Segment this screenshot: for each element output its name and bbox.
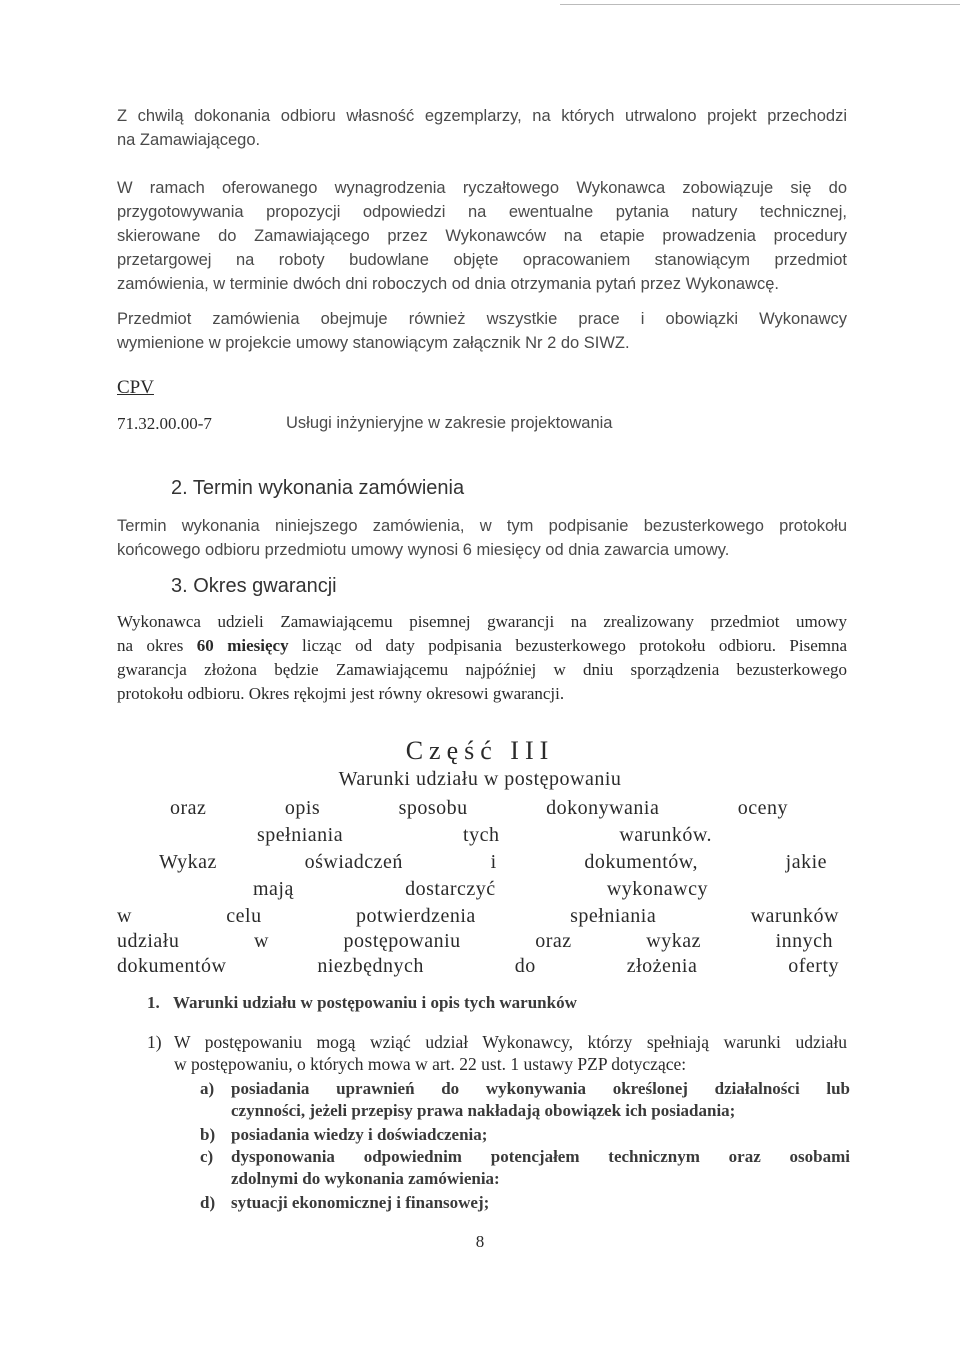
remuneration-line-1: W ramach oferowanego wynagrodzenia ryczałtowego Wykonawca zobowiązuje się do bbox=[117, 179, 847, 197]
scope-paragraph bbox=[117, 307, 847, 355]
part-line-8: dokumentów niezbędnych do złożenia oferty bbox=[117, 955, 839, 977]
conditions-heading-text: Warunki udziału w postępowaniu i opis tych warunków bbox=[173, 993, 577, 1012]
warranty-line-1: Wykonawca udzieli Zamawiającemu pisemnej gwarancji na zrealizowany przedmiot umowy bbox=[117, 612, 847, 631]
term-line-2: końcowego odbioru przedmiotu umowy wynosi 6 miesięcy od dnia zawarcia umowy. bbox=[117, 541, 730, 559]
warranty-paragraph bbox=[117, 610, 847, 706]
sub-item-c-line-2: zdolnymi do wykonania zamówienia: bbox=[231, 1169, 500, 1188]
list-item-1-line-1: W postępowaniu mogą wziąć udział Wykonawcy, którzy spełniają warunki udziału bbox=[174, 1032, 847, 1052]
part-line-1: Warunki udziału w postępowaniu bbox=[338, 768, 622, 790]
conditions-heading bbox=[147, 993, 577, 1013]
intro-line-1: Z chwilą dokonania odbioru własność egzemplarzy, na których utrwalono projekt przechodzi bbox=[117, 107, 847, 125]
sub-item-c-text bbox=[231, 1146, 850, 1190]
warranty-heading: 3. Okres gwarancji bbox=[171, 575, 337, 597]
cpv-heading: CPV bbox=[117, 377, 154, 398]
sub-item-a-label: a) bbox=[200, 1079, 215, 1098]
remuneration-line-2: przygotowywania propozycji odpowiedzi na ewentualne pytania natury technicznej, bbox=[117, 203, 847, 221]
part-line-4: Wykaz oświadczeń i dokumentów, jakie bbox=[159, 851, 827, 873]
list-item-1-number: 1) bbox=[147, 1032, 162, 1052]
sub-item-c-label: c) bbox=[200, 1147, 214, 1166]
sub-item-a-line-1: posiadania uprawnień do wykonywania określonej działalności lub bbox=[231, 1079, 850, 1098]
remuneration-line-4: przetargowej na roboty budowlane objęte opracowaniem stanowiącym przedmiot bbox=[117, 251, 847, 269]
term-line-1: Termin wykonania niniejszego zamówienia, w tym podpisanie bezusterkowego protokołu bbox=[117, 517, 847, 535]
sub-item-a-line-2: czynności, jeżeli przepisy prawa nakładają obowiązek ich posiadania; bbox=[231, 1101, 736, 1120]
sub-item-b-label: b) bbox=[200, 1125, 216, 1144]
scope-line-2: wymienione w projekcie umowy stanowiącym załącznik Nr 2 do SIWZ. bbox=[117, 334, 630, 352]
scope-line-1: Przedmiot zamówienia obejmuje również wszystkie prace i obowiązki Wykonawcy bbox=[117, 310, 847, 328]
part-line-7: udziału w postępowaniu oraz wykaz innych bbox=[117, 930, 833, 952]
list-item-1-text bbox=[174, 1031, 847, 1075]
intro-paragraph bbox=[117, 104, 847, 152]
warranty-line-4: protokołu odbioru. Okres rękojmi jest równy okresowi gwarancji. bbox=[117, 684, 565, 703]
sub-item-c-line-1: dysponowania odpowiednim potencjałem technicznym oraz osobami bbox=[231, 1147, 850, 1166]
cpv-code: 71.32.00.00-7 bbox=[117, 414, 212, 433]
warranty-months: 60 miesięcy bbox=[196, 636, 289, 655]
list-item-1-line-2: w postępowaniu, o których mowa w art. 22 ust. 1 ustawy PZP dotyczące: bbox=[174, 1054, 687, 1074]
term-paragraph bbox=[117, 514, 847, 562]
warranty-line-2-post: licząc od daty podpisania bezusterkowego protokołu odbioru. Pisemna bbox=[288, 636, 848, 655]
warranty-line-2 bbox=[117, 634, 847, 658]
conditions-heading-number: 1. bbox=[147, 993, 160, 1012]
warranty-line-3: gwarancja złożona będzie Zamawiającemu najpóźniej w dniu sporządzenia bezusterkowego bbox=[117, 660, 847, 679]
sub-item-a-text bbox=[231, 1078, 850, 1122]
sub-item-b-line-1: posiadania wiedzy i doświadczenia; bbox=[231, 1125, 488, 1144]
warranty-line-2-pre: na okres bbox=[117, 636, 197, 655]
sub-item-d-line-1: sytuacji ekonomicznej i finansowej; bbox=[231, 1193, 490, 1212]
term-heading: 2. Termin wykonania zamówienia bbox=[171, 477, 465, 499]
sub-item-b-text bbox=[231, 1124, 850, 1146]
remuneration-line-3: skierowane do Zamawiającego przez Wykonawców na etapie prowadzenia procedury bbox=[117, 227, 847, 245]
part-line-3: spełniania tych warunków. bbox=[257, 824, 712, 846]
part-line-2: oraz opis sposobu dokonywania oceny bbox=[170, 797, 788, 819]
remuneration-paragraph bbox=[117, 176, 847, 296]
remuneration-line-5: zamówienia, w terminie dwóch dni roboczych od dnia otrzymania pytań przez Wykonawcę. bbox=[117, 275, 779, 293]
part-title: Część III bbox=[405, 736, 555, 765]
intro-line-2: na Zamawiającego. bbox=[117, 131, 261, 149]
sub-item-d-text bbox=[231, 1192, 850, 1214]
page-number: 8 bbox=[475, 1232, 485, 1251]
scan-edge-line bbox=[560, 4, 960, 5]
part-line-5: mają dostarczyć wykonawcy bbox=[253, 878, 708, 900]
part-line-6: w celu potwierdzenia spełniania warunków bbox=[117, 905, 839, 927]
cpv-description: Usługi inżynieryjne w zakresie projektowania bbox=[286, 414, 613, 432]
sub-item-d-label: d) bbox=[200, 1193, 216, 1212]
